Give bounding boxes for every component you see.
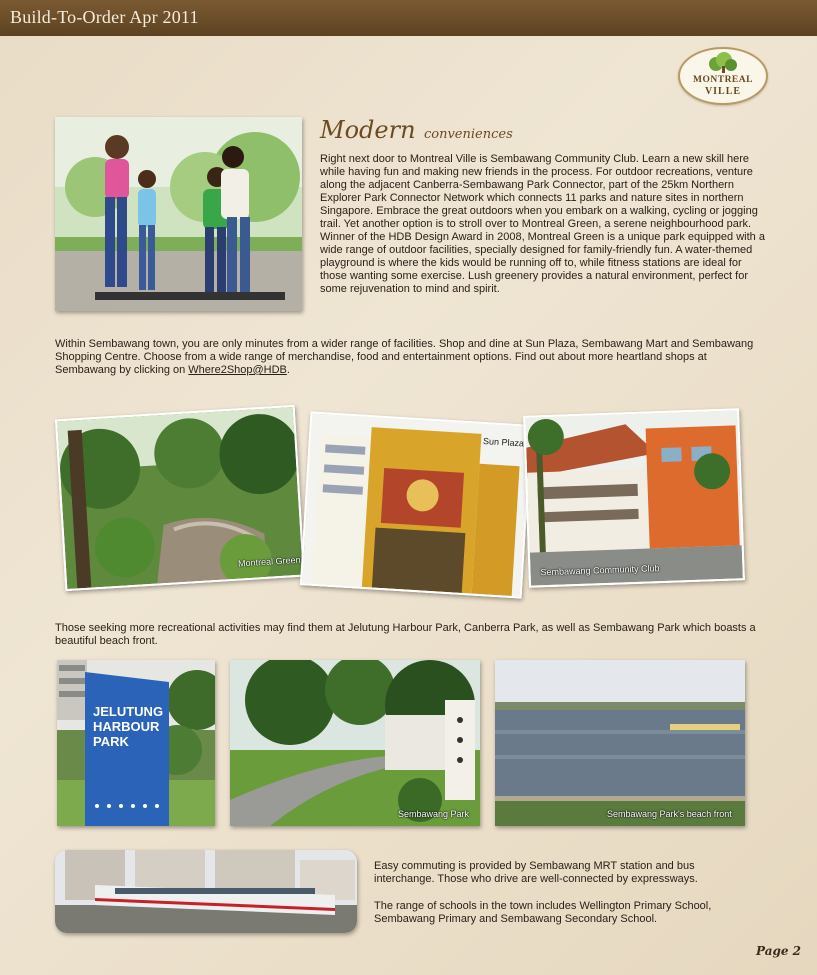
paragraph-commuting: Easy commuting is provided by Sembawang MRT station and bus interchange. Those who drive are well-connected by expressways. <box>374 860 698 885</box>
section-heading <box>320 116 513 144</box>
caption-beach-front: Sembawang Park's beach front <box>607 809 732 819</box>
paragraph-facilities-end: . <box>286 364 290 376</box>
page-number: Page 2 <box>756 944 802 958</box>
sign-line3: PARK <box>93 734 129 749</box>
sembawang-park-photo <box>230 660 480 826</box>
paragraph-facilities <box>55 338 765 377</box>
sign-line1: JELUTUNG <box>93 704 164 719</box>
community-club-photo <box>523 408 745 587</box>
paragraph-facilities-text: Within Sembawang town, you are only minutes from a wider range of facilities. Shop and dine at Sun Plaza, Sembawang Mart and Sembawang Shopping Centre. Choose from a wide range of merchandise, food and entertainment options. Find out about more heartland shops at Sembawang by clicking on <box>55 338 754 376</box>
header-title: Build-To-Order Apr 2011 <box>10 7 199 27</box>
beach-front-photo <box>495 660 745 826</box>
page-header <box>0 0 817 36</box>
sun-plaza-photo <box>300 411 532 598</box>
montreal-green-photo <box>55 405 305 591</box>
logo-text-line1: MONTREAL <box>693 75 753 85</box>
paragraph-recreation: Those seeking more recreational activities may find them at Jelutung Harbour Park, Canberra Park, as well as Sembawang Park which boasts a beautiful beach front. <box>55 622 756 647</box>
caption-sembawang-park: Sembawang Park <box>398 809 470 819</box>
paragraph-schools: The range of schools in the town includes Wellington Primary School, Sembawang Primary and Sembawang Secondary School. <box>374 900 712 925</box>
where2shop-link[interactable]: Where2Shop@HDB <box>188 364 287 376</box>
heading-sub: conveniences <box>423 127 513 142</box>
montreal-ville-logo <box>678 47 768 105</box>
caption-montreal-green: Montreal Green <box>237 554 301 569</box>
logo-text-line2: VILLE <box>704 86 742 97</box>
mrt-train-photo <box>55 850 357 933</box>
sign-line2: HARBOUR <box>93 719 160 734</box>
jelutung-harbour-park-photo <box>57 660 215 826</box>
caption-sun-plaza: Sun Plaza <box>482 435 525 449</box>
heading-main: Modern <box>320 116 416 144</box>
caption-community-club: Sembawang Community Club <box>540 563 660 578</box>
family-rollerblading-photo <box>55 117 302 311</box>
paragraph-community-club: Right next door to Montreal Ville is Sembawang Community Club. Learn a new skill here while having fun and making new friends in the process. For outdoor recreations, venture along the adjacent Canberra-Sembawang Park Connector, part of the 25km Northern Explorer Park Connector Network which connects 11 parks and nature sites in northern Singapore. Embrace the great outdoors when you embark on a walking, cycling or jogging trail. Yet another option is to stroll over to Montreal Green, a serene neighbourhood park. Winner of the HDB Design Award in 2008, Montreal Green is a unique park equipped with a wide range of outdoor facilities, specially designed for family-friendly fun. A water-themed playground is where the kids would be running off to, while fitness stations are ideal for those wanting some exercise. Lush greenery provides a natural environment, perfect for some rejuvenation to mind and spirit. <box>320 153 765 295</box>
